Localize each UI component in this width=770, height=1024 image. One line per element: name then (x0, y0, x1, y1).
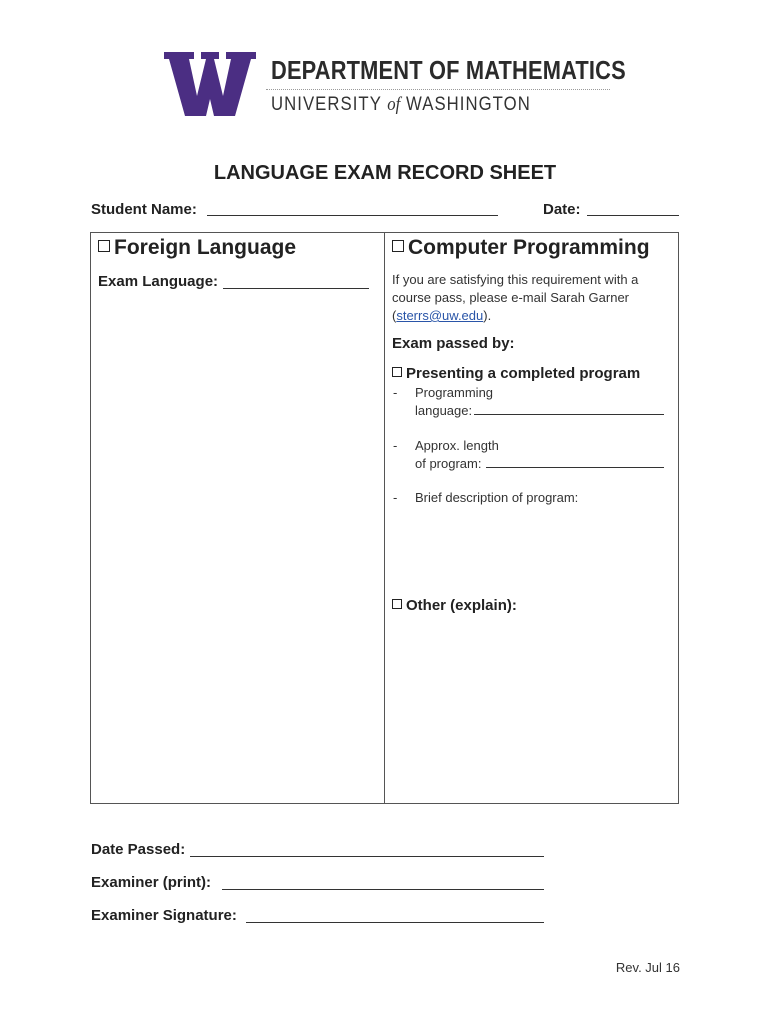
date-label: Date: (543, 201, 581, 218)
university-suffix: WASHINGTON (406, 94, 531, 115)
foreign-language-label: Foreign Language (114, 236, 297, 259)
department-name: DEPARTMENT OF MATHEMATICS (271, 55, 626, 85)
programming-language-line2: language: (415, 403, 473, 418)
examiner-print-label: Examiner (print): (91, 874, 212, 891)
student-name-label: Student Name: (91, 201, 197, 218)
computer-programming-label: Computer Programming (408, 236, 650, 259)
paren-open: ( (392, 308, 397, 323)
other-label: Other (explain): (406, 597, 517, 614)
program-length-line[interactable] (486, 467, 664, 468)
page-title: LANGUAGE EXAM RECORD SHEET (213, 162, 557, 184)
exam-passed-by-label: Exam passed by: (392, 335, 515, 352)
university-of: of (387, 94, 401, 115)
program-length-line1: Approx. length (415, 438, 499, 453)
examiner-signature-label: Examiner Signature: (91, 907, 237, 924)
box-divider (384, 232, 385, 804)
revision-note: Rev. Jul 16 (615, 960, 680, 975)
exam-language-line[interactable] (223, 288, 369, 289)
program-description-label: Brief description of program: (415, 490, 579, 505)
exam-language-label: Exam Language: (98, 273, 219, 290)
date-line[interactable] (587, 215, 679, 216)
examiner-signature-line[interactable] (246, 922, 544, 923)
computer-programming-heading (392, 236, 650, 260)
university-prefix: UNIVERSITY (271, 94, 382, 115)
completed-program-label: Presenting a completed program (406, 365, 641, 382)
other-checkbox[interactable] (392, 599, 402, 609)
examiner-print-line[interactable] (222, 889, 544, 890)
note-line-3 (392, 307, 674, 325)
note-line-2: course pass, please e-mail Sarah Garner (392, 290, 630, 305)
uw-w-logo (164, 52, 256, 116)
completed-program-checkbox[interactable] (392, 367, 402, 377)
foreign-language-heading (98, 236, 296, 260)
university-name (271, 94, 531, 116)
paren-close: ). (483, 308, 492, 323)
student-name-line[interactable] (207, 215, 498, 216)
dash-1: - (393, 385, 398, 400)
computer-programming-checkbox[interactable] (392, 240, 404, 252)
date-passed-label: Date Passed: (91, 841, 186, 858)
program-length-line2: of program: (415, 456, 482, 471)
date-passed-line[interactable] (190, 856, 544, 857)
foreign-language-checkbox[interactable] (98, 240, 110, 252)
logo-divider (266, 89, 610, 90)
option-other (392, 597, 517, 614)
programming-language-line1: Programming (415, 385, 494, 400)
note-line-1: If you are satisfying this requirement with a (392, 272, 639, 287)
requirement-note (392, 271, 674, 325)
dash-3: - (393, 490, 398, 505)
email-link[interactable]: sterrs@uw.edu (396, 308, 484, 323)
programming-language-line[interactable] (474, 414, 664, 415)
option-completed-program (392, 365, 640, 382)
dash-2: - (393, 438, 398, 453)
